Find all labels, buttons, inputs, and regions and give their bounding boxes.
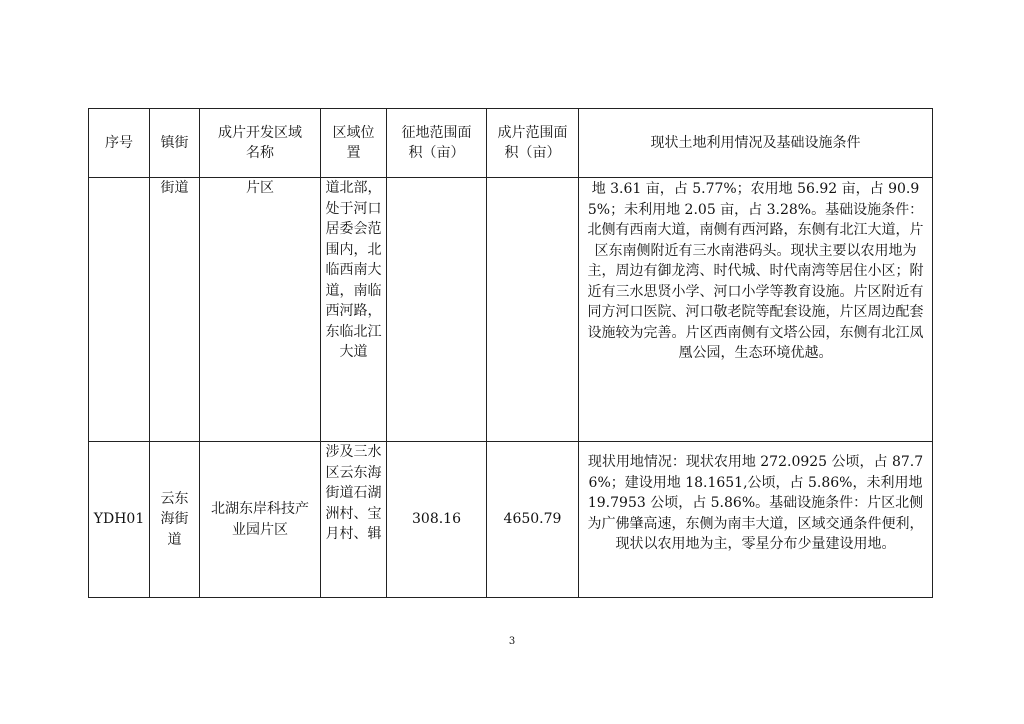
cell-area-name: 片区 bbox=[200, 178, 321, 442]
table-row bbox=[89, 442, 933, 598]
cell-town: 云东海街道 bbox=[150, 442, 200, 598]
cell-status: 现状用地情况：现状农用地 272.0925 公顷，占 87.76%；建设用地 18.1651,公顷，占 5.86%，未利用地 19.7953 公顷，占 5.86%。基础设施条件：片区北侧为广佛肇高速，东侧为南丰大道，区域交通条件便利，现状以农用地为主，零星分布少量建设用地。 bbox=[579, 442, 933, 598]
header-location: 区域位置 bbox=[321, 109, 387, 178]
header-town: 镇街 bbox=[150, 109, 200, 178]
cell-zone-area: 4650.79 bbox=[487, 442, 579, 598]
cell-zone-area bbox=[487, 178, 579, 442]
cell-seq bbox=[89, 178, 150, 442]
cell-location: 道北部，处于河口居委会范围内，北临西南大道，南临西河路，东临北江大道 bbox=[321, 178, 387, 442]
cell-acquisition-area bbox=[387, 178, 487, 442]
header-status: 现状土地利用情况及基础设施条件 bbox=[579, 109, 933, 178]
cell-area-name: 北湖东岸科技产业园片区 bbox=[200, 442, 321, 598]
cell-town: 街道 bbox=[150, 178, 200, 442]
cell-status: 地 3.61 亩，占 5.77%；农用地 56.92 亩，占 90.95%；未利用地 2.05 亩，占 3.28%。基础设施条件：北侧有西南大道，南侧有西河路，东侧有北江大道，片区东南侧附近有三水南港码头。现状主要以农用地为主，周边有御龙湾、时代城、时代南湾等居住小区；附近有三水思贤小学、河口小学等教育设施。片区附近有同方河口医院、河口敬老院等配套设施，片区周边配套设施较为完善。片区西南侧有文塔公园，东侧有北江凤凰公园，生态环境优越。 bbox=[579, 178, 933, 442]
land-development-table bbox=[88, 108, 933, 598]
cell-seq: YDH01 bbox=[89, 442, 150, 598]
header-area-name: 成片开发区域名称 bbox=[200, 109, 321, 178]
header-zone-area: 成片范围面积（亩） bbox=[487, 109, 579, 178]
header-seq: 序号 bbox=[89, 109, 150, 178]
cell-location: 涉及三水区云东海街道石湖洲村、宝月村、辑 bbox=[321, 442, 387, 598]
table-row bbox=[89, 178, 933, 442]
table-header-row bbox=[89, 109, 933, 178]
page-number: 3 bbox=[508, 636, 516, 647]
cell-acquisition-area: 308.16 bbox=[387, 442, 487, 598]
header-acquisition-area: 征地范围面积（亩） bbox=[387, 109, 487, 178]
